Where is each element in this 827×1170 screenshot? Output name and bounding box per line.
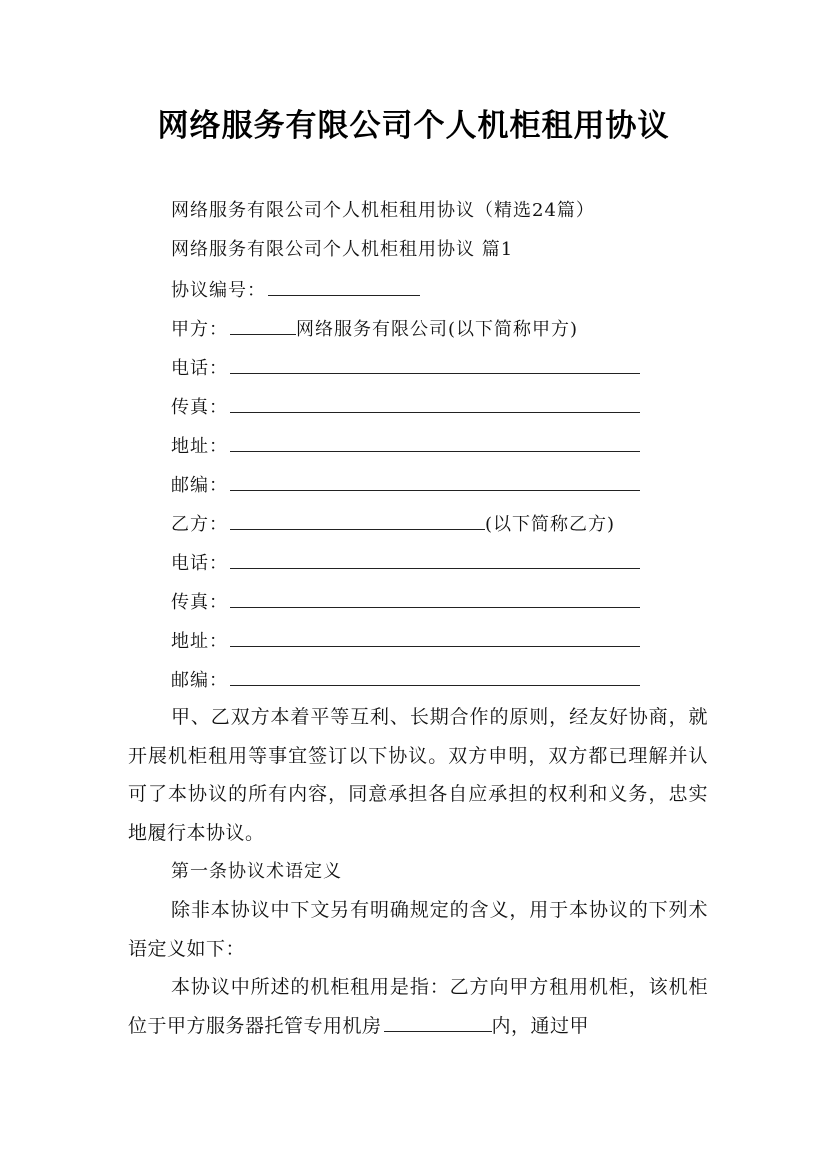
- party-a-label: 甲方：: [171, 319, 228, 340]
- party-b-postcode-label: 邮编：: [171, 670, 228, 691]
- party-a-fax-blank: [230, 394, 640, 413]
- party-b-address-label: 地址：: [171, 631, 228, 652]
- party-b-name-suffix: (以下简称乙方): [485, 514, 616, 535]
- party-b-fax-blank: [230, 589, 640, 608]
- party-a-fax-label: 传真：: [171, 397, 228, 418]
- party-b-label: 乙方：: [171, 514, 228, 535]
- party-a-row: [171, 316, 578, 342]
- party-b-name-blank: [230, 511, 485, 530]
- agreement-number-blank: [268, 277, 420, 296]
- party-b-address-row: [171, 628, 640, 654]
- party-a-phone-row: [171, 355, 640, 381]
- party-a-name-blank: [230, 316, 296, 335]
- article-1-paragraph: 除非本协议中下文另有明确规定的含义，用于本协议的下列术语定义如下：: [128, 899, 708, 960]
- party-b-fax-row: [171, 589, 640, 615]
- agreement-number-label: 协议编号：: [171, 280, 266, 301]
- definition-text-start: 本协议中所述的机柜租用是指：乙方向甲方租用机柜，该机柜位于甲方服务器托管专用机房: [128, 976, 708, 1037]
- document-subtitle: 网络服务有限公司个人机柜租用协议（精选24篇）: [171, 200, 595, 221]
- agreement-number-row: [171, 277, 420, 303]
- party-a-postcode-row: [171, 472, 640, 498]
- intro-paragraph: 甲、乙双方本着平等互利、长期合作的原则，经友好协商，就开展机柜租用等事宜签订以下协议。双方申明，双方都已理解并认可了本协议的所有内容，同意承担各自应承担的权利和义务，忠实地履行本协议。: [128, 706, 708, 844]
- party-b-phone-label: 电话：: [171, 553, 228, 574]
- definition-text-end: 内，通过甲: [491, 1014, 590, 1037]
- party-b-postcode-row: [171, 667, 640, 693]
- party-b-row: [171, 511, 615, 537]
- section-heading: 网络服务有限公司个人机柜租用协议 篇1: [171, 239, 514, 260]
- party-b-phone-row: [171, 550, 640, 576]
- party-b-fax-label: 传真：: [171, 592, 228, 613]
- party-b-address-blank: [230, 628, 640, 647]
- party-a-postcode-label: 邮编：: [171, 475, 228, 496]
- server-room-blank: [384, 1012, 492, 1032]
- party-a-phone-blank: [230, 355, 640, 374]
- party-a-postcode-blank: [230, 472, 640, 491]
- party-a-name-suffix: 网络服务有限公司(以下简称甲方): [296, 319, 579, 340]
- party-a-address-label: 地址：: [171, 436, 228, 457]
- party-a-fax-row: [171, 394, 640, 420]
- article-1-heading: 第一条协议术语定义: [171, 861, 342, 882]
- party-b-phone-blank: [230, 550, 640, 569]
- party-a-address-blank: [230, 433, 640, 452]
- definition-paragraph: [128, 968, 708, 1045]
- party-a-address-row: [171, 433, 640, 459]
- party-b-postcode-blank: [230, 667, 640, 686]
- document-title: 网络服务有限公司个人机柜租用协议: [157, 108, 670, 144]
- party-a-phone-label: 电话：: [171, 358, 228, 379]
